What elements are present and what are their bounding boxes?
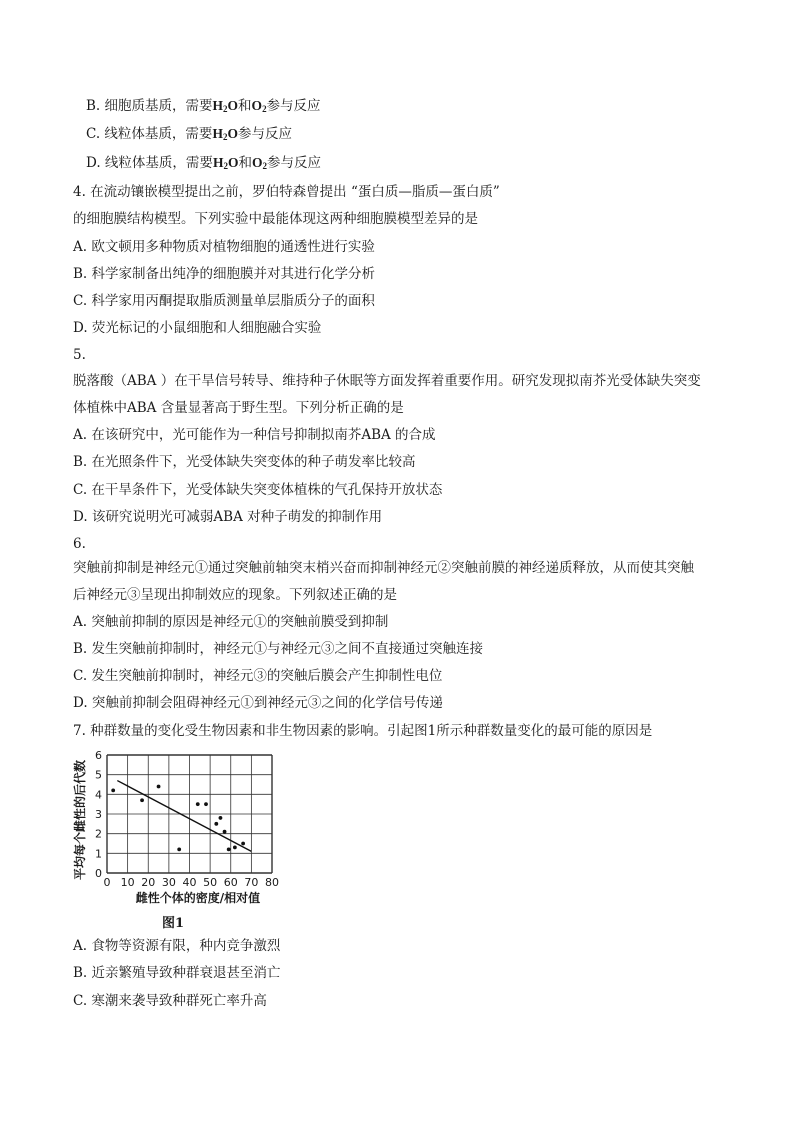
x-axis-label: 雌性个体的密度/相对值 — [135, 891, 261, 905]
y-tick-label: 1 — [95, 847, 102, 861]
q5-number: 5. — [73, 347, 86, 363]
y-tick-label: 4 — [95, 788, 102, 802]
data-point — [157, 785, 161, 789]
x-tick-label: 40 — [182, 876, 197, 889]
q6-number: 6. — [73, 536, 86, 552]
q3-option-c-text: C. 线粒体基质，需要 — [86, 126, 213, 142]
q4-option-b: B. 科学家制备出纯净的细胞膜并对其进行化学分析 — [73, 266, 376, 282]
q5-option-a: A. 在该研究中，光可能作为一种信号抑制拟南芥ABA 的合成 — [73, 427, 436, 443]
x-tick-label: 30 — [161, 876, 176, 889]
q6-option-c: C. 发生突触前抑制时，神经元③的突触后膜会产生抑制性电位 — [73, 668, 443, 684]
y-axis-label: 平均每个雌性的后代数 — [73, 759, 87, 881]
q6-option-b: B. 发生突触前抑制时，神经元①与神经元③之间不直接通过突触连接 — [73, 641, 484, 657]
q5-option-b: B. 在光照条件下，光受体缺失突变体的种子萌发率比较高 — [73, 454, 416, 470]
q5-stem-line2: 体植株中ABA 含量显著高于野生型。下列分析正确的是 — [73, 400, 404, 416]
chart-grid — [107, 755, 272, 873]
x-tick-label: 10 — [120, 876, 135, 889]
q7-option-c: C. 寒潮来袭导致种群死亡率升高 — [73, 993, 267, 1009]
data-point — [111, 789, 115, 793]
y-tick-label: 2 — [95, 827, 102, 841]
formula-h2o: $H_2O$ — [212, 98, 239, 114]
data-point — [177, 848, 181, 852]
q3-option-b: B. 细胞质基质，需要$H_2O$和$O_2$参与反应 — [86, 98, 321, 114]
q7-option-a: A. 食物等资源有限，种内竞争激烈 — [73, 938, 281, 954]
data-point — [204, 802, 208, 806]
x-tick-label: 80 — [265, 876, 279, 889]
q5-option-d: D. 该研究说明光可减弱ABA 对种子萌发的抑制作用 — [73, 509, 383, 525]
x-tick-label: 60 — [223, 876, 238, 889]
q4-stem-line1: 4. 在流动镶嵌模型提出之前，罗伯特森曾提出 “蛋白质—脂质—蛋白质” — [73, 184, 500, 200]
y-tick-label: 3 — [95, 808, 102, 821]
q6-option-d: D. 突触前抑制会阻碍神经元①到神经元③之间的化学信号传递 — [73, 695, 443, 711]
q3-option-b-text: B. 细胞质基质，需要 — [86, 98, 213, 114]
q7-option-b: B. 近亲繁殖导致种群衰退甚至消亡 — [73, 965, 281, 981]
y-tick-label: 0 — [95, 867, 102, 880]
data-point — [241, 842, 245, 846]
q7-stem-line1: 7. 种群数量的变化受生物因素和非生物因素的影响。引起图1所示种群数量变化的最可能的原因是 — [73, 723, 653, 739]
y-tick-label: 6 — [95, 749, 102, 762]
data-point — [219, 816, 223, 820]
data-point — [140, 798, 144, 802]
q4-option-d: D. 荧光标记的小鼠细胞和人细胞融合实验 — [73, 320, 322, 336]
q3-option-d: D. 线粒体基质，需要$H_2O$和$O_2$参与反应 — [86, 155, 321, 171]
q4-option-a: A. 欧文顿用多种物质对植物细胞的通透性进行实验 — [73, 239, 375, 255]
population-scatter-chart — [70, 745, 285, 910]
q4-option-c: C. 科学家用丙酮提取脂质测量单层脂质分子的面积 — [73, 293, 375, 309]
data-point — [223, 830, 227, 834]
y-tick-label: 5 — [95, 768, 102, 782]
q5-option-c: C. 在干旱条件下，光受体缺失突变体植株的气孔保持开放状态 — [73, 482, 443, 498]
q4-stem-line2: 的细胞膜结构模型。下列实验中最能体现这两种细胞膜模型差异的是 — [73, 211, 478, 227]
q6-option-a: A. 突触前抑制的原因是神经元①的突触前膜受到抑制 — [73, 614, 389, 630]
q3-option-c: C. 线粒体基质，需要$H_2O$参与反应 — [86, 126, 292, 142]
data-point — [227, 848, 231, 852]
formula-o2: $O_2$ — [251, 155, 267, 171]
q3-option-d-text: D. 线粒体基质，需要 — [86, 155, 213, 171]
q6-stem-line2: 后神经元③呈现出抑制效应的现象。下列叙述正确的是 — [73, 587, 397, 603]
data-point — [214, 822, 218, 826]
q6-stem-line1: 突触前抑制是神经元①通过突触前轴突末梢兴奋而抑制神经元②突触前膜的神经递质释放，从而使其突触 — [73, 560, 694, 576]
figure-caption: 图1 — [162, 916, 185, 931]
data-point — [196, 802, 200, 806]
x-tick-label: 50 — [203, 876, 218, 889]
x-tick-label: 20 — [141, 876, 156, 889]
x-tick-label: 0 — [103, 876, 111, 889]
q5-stem-line1: 脱落酸（ABA ）在干旱信号转导、维持种子休眠等方面发挥着重要作用。研究发现拟南芥光受体缺失突变 — [73, 373, 701, 389]
formula-h2o: $H_2O$ — [212, 155, 239, 171]
data-point — [233, 846, 237, 850]
formula-h2o: $H_2O$ — [212, 126, 238, 142]
trend-line — [117, 781, 251, 852]
formula-o2: $O_2$ — [251, 98, 267, 114]
x-tick-label: 70 — [244, 876, 259, 889]
